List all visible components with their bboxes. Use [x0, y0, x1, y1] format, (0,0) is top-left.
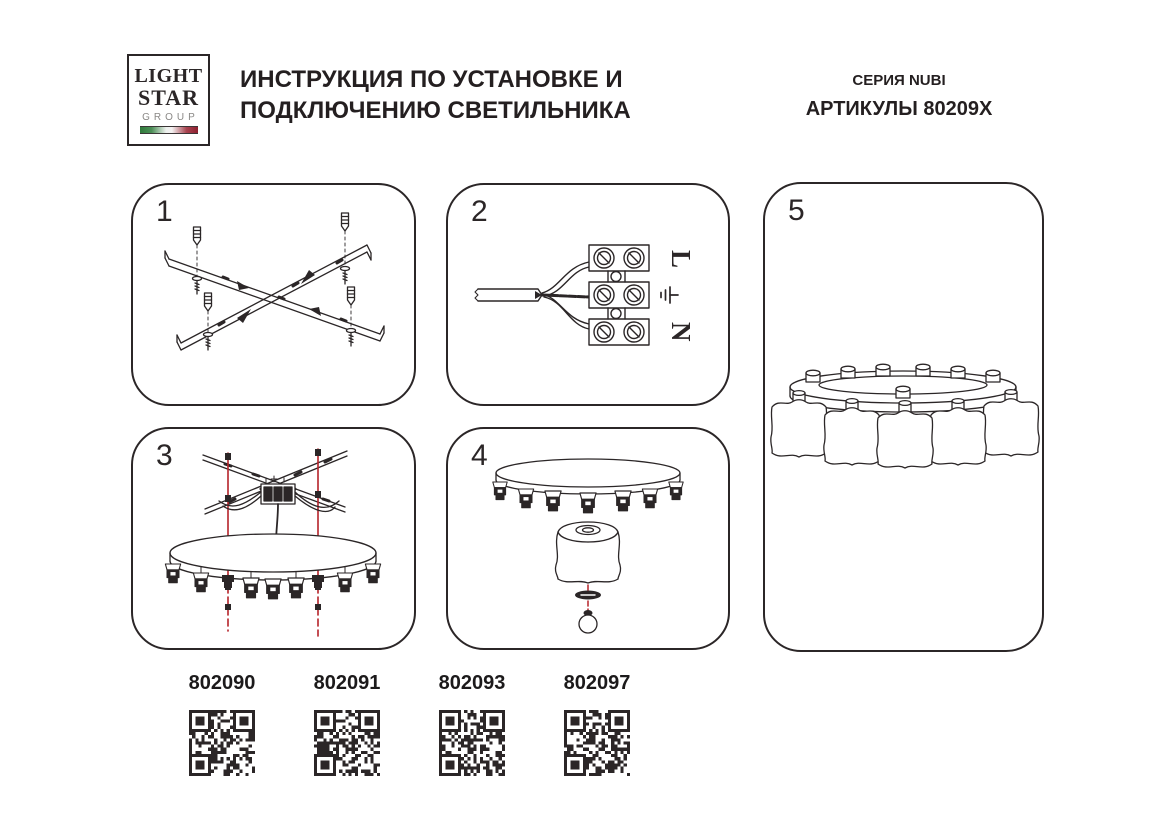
fastener-set — [341, 213, 350, 284]
step2-wiring-diagram — [448, 185, 728, 404]
lamp-shades — [771, 390, 1039, 468]
article-802093 — [422, 672, 522, 781]
washer-icon — [575, 591, 601, 600]
page-title — [240, 64, 631, 126]
qr-code — [189, 710, 255, 776]
lamp-shade — [555, 522, 620, 583]
logo-word-light: LIGHT — [134, 65, 203, 87]
label-live: L — [666, 250, 696, 269]
fastener-set — [347, 287, 356, 346]
italian-flag-stripe — [140, 126, 198, 134]
terminal-block — [261, 476, 295, 504]
wire-live — [542, 262, 589, 296]
label-neutral: N — [666, 322, 696, 342]
step3-ring-alignment-diagram — [133, 429, 414, 648]
bulb-icon — [579, 610, 597, 633]
terminal-block — [589, 245, 649, 345]
step5-assembled-chandelier-diagram — [765, 184, 1042, 650]
step-panel-2 — [446, 183, 730, 406]
series-header — [759, 72, 1039, 121]
articles-title: АРТИКУЛЫ 80209X — [805, 98, 993, 120]
logo-word-star: STAR — [137, 85, 200, 110]
article-code: 802090 — [188, 672, 256, 694]
article-code: 802091 — [313, 672, 381, 694]
fastener-set — [204, 293, 213, 350]
step-number: 4 — [471, 439, 488, 472]
earth-icon — [661, 287, 678, 303]
fastener-set — [193, 227, 202, 294]
power-cable — [475, 289, 542, 301]
step-panel-5 — [763, 182, 1044, 652]
page-title-line1: ИНСТРУКЦИЯ ПО УСТАНОВКЕ И — [240, 66, 623, 93]
series-name: СЕРИЯ NUBI — [852, 72, 946, 89]
step-number: 2 — [471, 195, 488, 228]
qr-code — [564, 710, 630, 776]
step-number: 1 — [156, 195, 173, 228]
qr-code — [439, 710, 505, 776]
article-code: 802097 — [563, 672, 631, 694]
article-802091 — [297, 672, 397, 781]
step-number: 5 — [788, 194, 805, 227]
step-panel-1 — [131, 183, 416, 406]
page-title-line2: ПОДКЛЮЧЕНИЮ СВЕТИЛЬНИКА — [240, 97, 631, 124]
step-number: 3 — [156, 439, 173, 472]
article-802090 — [172, 672, 272, 781]
lightstar-logo — [127, 54, 210, 146]
step-panel-3 — [131, 427, 416, 650]
qr-code — [314, 710, 380, 776]
step1-mounting-brackets-diagram — [133, 185, 414, 404]
step-panel-4 — [446, 427, 730, 650]
wire-neutral — [542, 294, 589, 329]
step4-shade-and-bulb-diagram — [448, 429, 728, 648]
logo-word-group: GROUP — [142, 112, 199, 123]
article-code: 802093 — [438, 672, 506, 694]
article-802097 — [547, 672, 647, 781]
wire-earth — [542, 295, 589, 297]
